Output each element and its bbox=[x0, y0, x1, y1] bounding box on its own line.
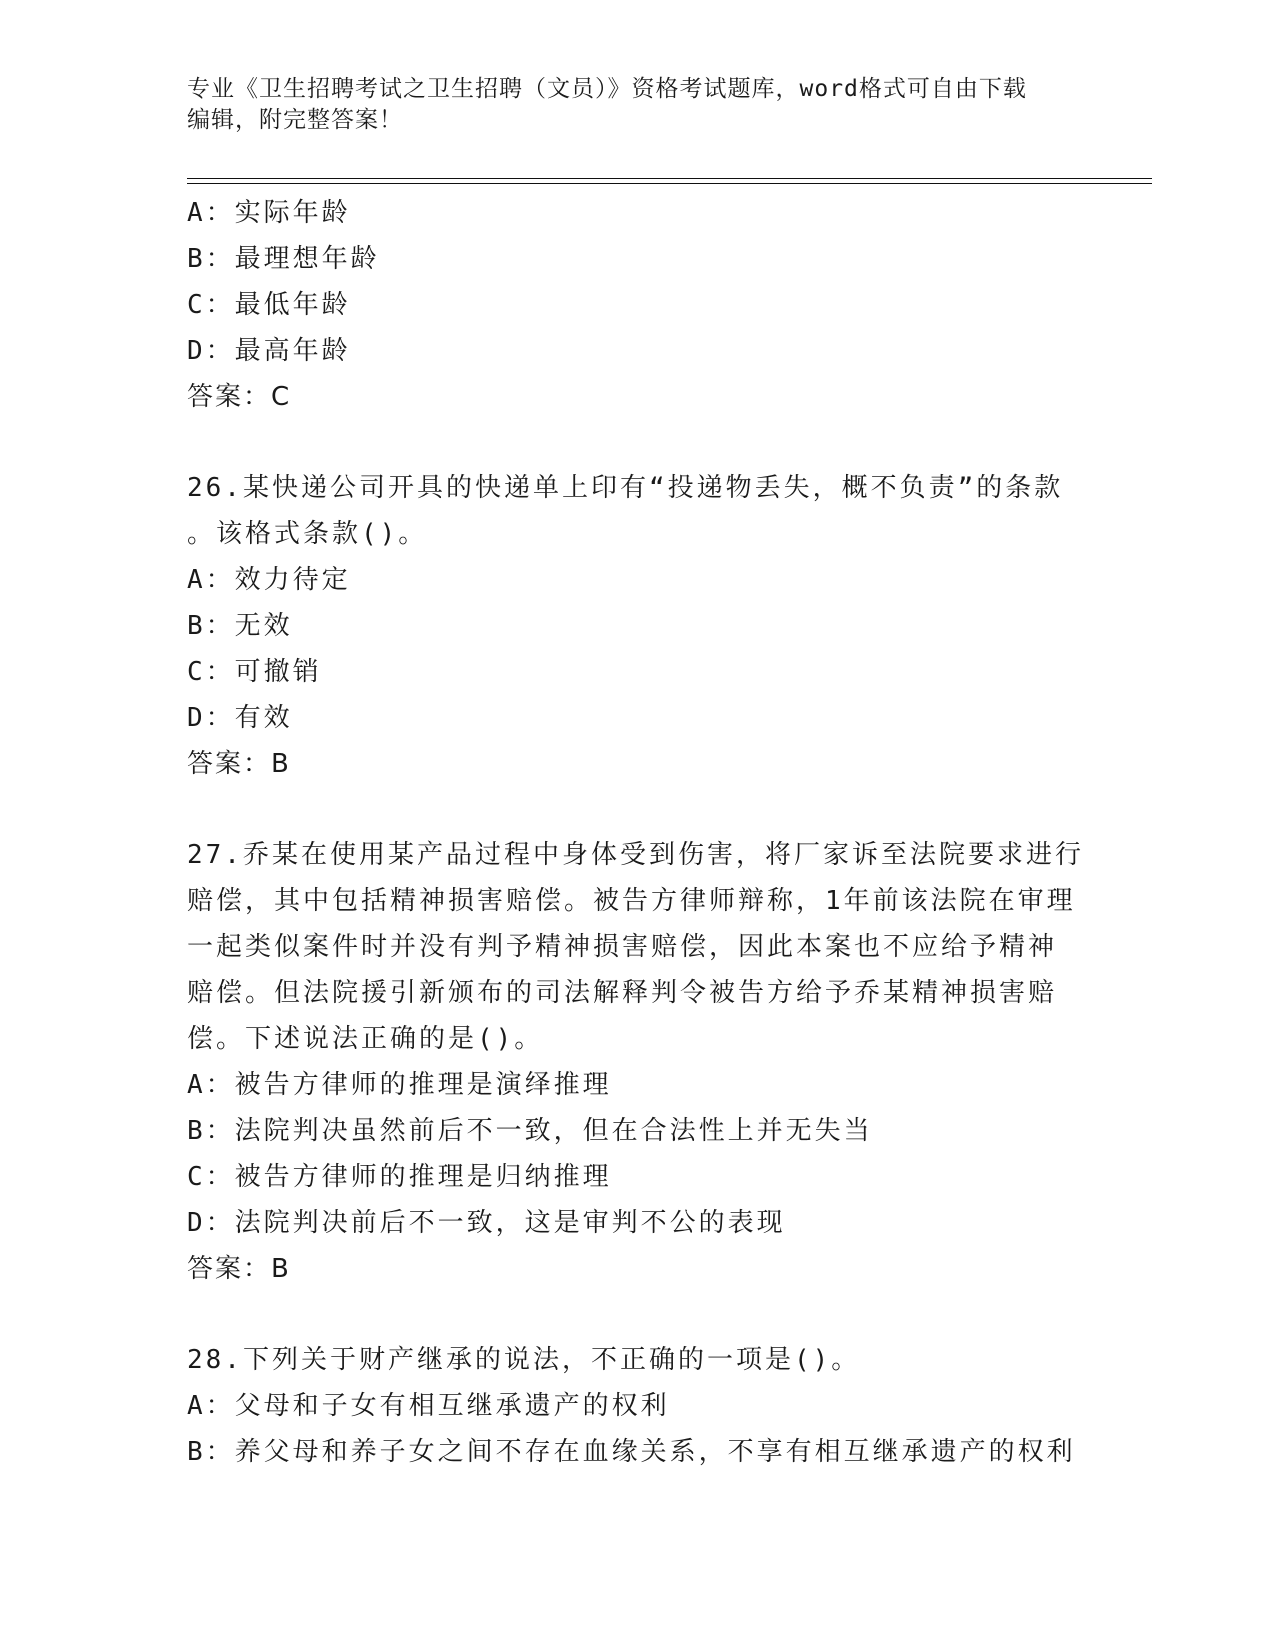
answer-line: 答案：B bbox=[187, 1254, 291, 1284]
question-stem-line: 。该格式条款()。 bbox=[187, 519, 428, 549]
header-line-2: 编辑，附完整答案！ bbox=[187, 107, 403, 133]
question-stem-line: 一起类似案件时并没有判予精神损害赔偿，因此本案也不应给予精神 bbox=[187, 932, 1058, 962]
option-a: A：实际年龄 bbox=[187, 198, 351, 228]
question-stem-line: 28.下列关于财产继承的说法，不正确的一项是()。 bbox=[187, 1345, 861, 1375]
option-b: B：无效 bbox=[187, 611, 293, 641]
answer-line: 答案：C bbox=[187, 382, 292, 412]
option-b: B：养父母和养子女之间不存在血缘关系，不享有相互继承遗产的权利 bbox=[187, 1437, 1076, 1467]
question-26 bbox=[187, 465, 1087, 787]
option-b: B：法院判决虽然前后不一致，但在合法性上并无失当 bbox=[187, 1116, 873, 1146]
document-header bbox=[187, 74, 1087, 136]
question-spacer bbox=[187, 787, 1087, 832]
answer-line: 答案：B bbox=[187, 749, 291, 779]
question-stem-line: 偿。下述说法正确的是()。 bbox=[187, 1024, 544, 1054]
question-stem-line: 赔偿，其中包括精神损害赔偿。被告方律师辩称，1年前该法院在审理 bbox=[187, 886, 1076, 916]
question-28 bbox=[187, 1337, 1087, 1475]
question-spacer bbox=[187, 420, 1087, 465]
question-spacer bbox=[187, 1292, 1087, 1337]
option-d: D：法院判决前后不一致，这是审判不公的表现 bbox=[187, 1208, 786, 1238]
option-d: D：有效 bbox=[187, 703, 293, 733]
option-a: A：被告方律师的推理是演绎推理 bbox=[187, 1070, 612, 1100]
question-stem-line: 赔偿。但法院援引新颁布的司法解释判令被告方给予乔某精神损害赔 bbox=[187, 978, 1058, 1008]
option-a: A：效力待定 bbox=[187, 565, 351, 595]
question-25 bbox=[187, 190, 1087, 420]
question-27 bbox=[187, 832, 1087, 1292]
option-d: D：最高年龄 bbox=[187, 336, 351, 366]
question-stem-line: 27.乔某在使用某产品过程中身体受到伤害，将厂家诉至法院要求进行 bbox=[187, 840, 1084, 870]
option-c: C：被告方律师的推理是归纳推理 bbox=[187, 1162, 612, 1192]
option-c: C：最低年龄 bbox=[187, 290, 351, 320]
option-c: C：可撤销 bbox=[187, 657, 322, 687]
option-b: B：最理想年龄 bbox=[187, 244, 380, 274]
question-stem-line: 26.某快递公司开具的快递单上印有“投递物丢失，概不负责”的条款 bbox=[187, 473, 1064, 503]
question-list bbox=[187, 190, 1087, 1475]
header-line-1: 专业《卫生招聘考试之卫生招聘（文员）》资格考试题库，word格式可自由下载 bbox=[187, 76, 1027, 102]
header-divider-top bbox=[187, 178, 1152, 179]
option-a: A：父母和子女有相互继承遗产的权利 bbox=[187, 1391, 670, 1421]
header-divider-bottom bbox=[187, 183, 1152, 184]
